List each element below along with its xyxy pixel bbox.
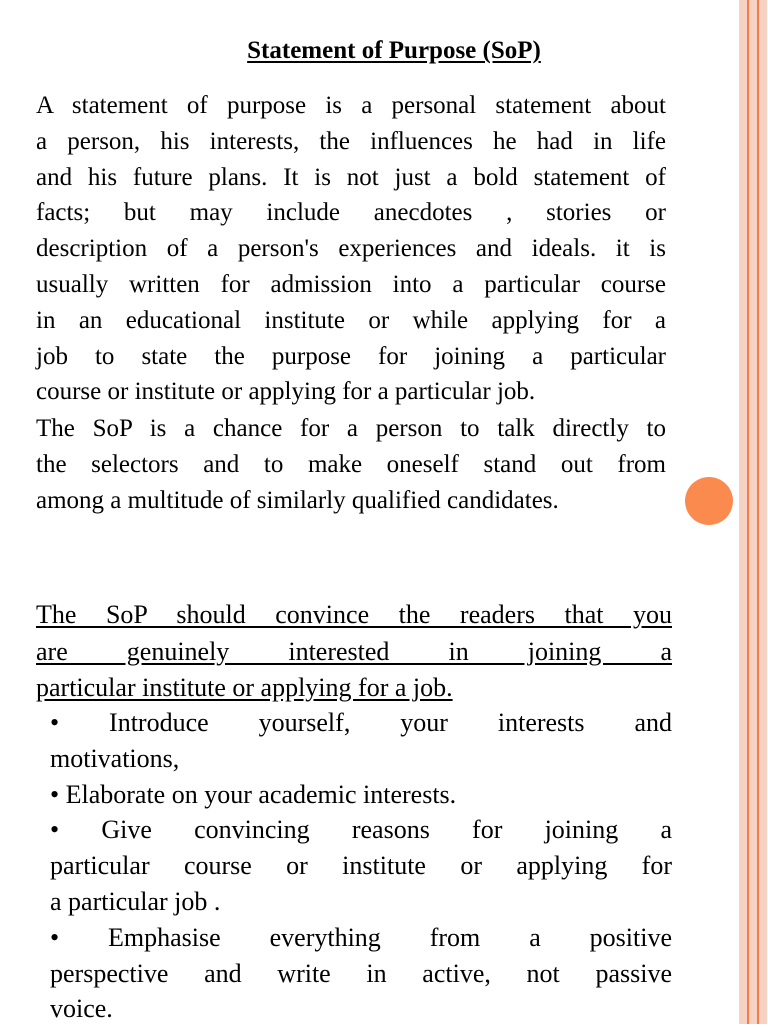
- intro-paragraph: [36, 88, 666, 410]
- paragraph-line: The SoP is a chance for a person to talk directly to: [36, 415, 666, 442]
- heading-line: The SoP should convince the readers that you: [36, 600, 672, 629]
- bullet-line: motivations,: [50, 743, 180, 773]
- heading-line: particular institute or applying for a job.: [36, 673, 453, 702]
- paragraph-line: course or institute or applying for a particular job.: [36, 378, 536, 406]
- paragraph-line: in an educational institute or while applying for a: [36, 306, 666, 334]
- convince-readers-heading: [36, 597, 672, 707]
- bullet-line: particular course or institute or applying for: [50, 851, 672, 881]
- orange-circle-decoration: [685, 477, 733, 525]
- bullet-line: a particular job .: [50, 886, 221, 916]
- paragraph-line: job to state the purpose for joining a particular: [36, 342, 666, 370]
- edge-band-left: [739, 0, 747, 1024]
- paragraph-line: and his future plans. It is not just a bold statement of: [36, 163, 666, 191]
- bullet-line: voice.: [50, 994, 113, 1024]
- bullet-line: perspective and write in active, not passive: [50, 958, 672, 988]
- bullet-item: [50, 705, 672, 777]
- sop-chance-paragraph: [36, 411, 666, 518]
- bullet-line: • Give convincing reasons for joining a: [50, 815, 672, 845]
- edge-band-middle: [749, 0, 757, 1024]
- edge-band-right: [759, 0, 767, 1024]
- bullet-item: [50, 920, 672, 1027]
- paragraph-line: the selectors and to make oneself stand out from: [36, 450, 666, 478]
- paragraph-line: usually written for admission into a particular course: [36, 270, 666, 298]
- heading-line: are genuinely interested in joining a: [36, 636, 672, 666]
- bullet-line: • Elaborate on your academic interests.: [50, 779, 457, 809]
- bullet-item: [50, 777, 672, 813]
- slide-title: Statement of Purpose (SoP): [247, 37, 541, 64]
- paragraph-line: a person, his interests, the influences he had in life: [36, 127, 666, 155]
- paragraph-line: among a multitude of similarly qualified candidates.: [36, 486, 559, 514]
- paragraph-line: facts; but may include anecdotes , stories or: [36, 199, 666, 227]
- bullet-item: [50, 812, 672, 919]
- bullet-line: • Introduce yourself, your interests and: [50, 708, 672, 737]
- bullet-line: • Emphasise everything from a positive: [50, 922, 672, 952]
- paragraph-line: A statement of purpose is a personal statement about: [36, 92, 666, 119]
- paragraph-line: description of a person's experiences and ideals. it is: [36, 235, 666, 263]
- tips-bullet-list: [50, 705, 672, 1027]
